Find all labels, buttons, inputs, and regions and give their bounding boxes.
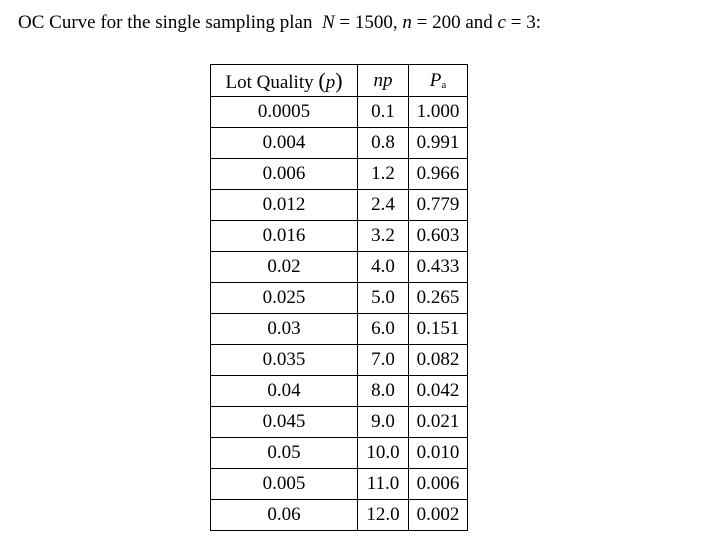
cell-lot-quality: 0.006	[211, 159, 358, 190]
c-value: 3	[526, 12, 536, 33]
header-lot-quality: Lot Quality (p)	[211, 65, 358, 97]
cell-lot-quality: 0.045	[211, 407, 358, 438]
header-pa-main: P	[429, 69, 442, 91]
cell-np: 2.4	[358, 190, 409, 221]
cell-lot-quality: 0.05	[211, 438, 358, 469]
cell-np: 8.0	[358, 376, 409, 407]
header-p-symbol: p	[325, 71, 336, 93]
cell-pa: 0.265	[409, 283, 468, 314]
cell-lot-quality: 0.016	[211, 221, 358, 252]
cell-np: 7.0	[358, 345, 409, 376]
table-row	[211, 438, 468, 469]
table-row	[211, 97, 468, 128]
table-row	[211, 159, 468, 190]
cell-pa: 0.603	[409, 221, 468, 252]
cell-pa: 0.042	[409, 376, 468, 407]
cell-lot-quality: 0.02	[211, 252, 358, 283]
table-row	[211, 469, 468, 500]
cell-np: 11.0	[358, 469, 409, 500]
table-row	[211, 190, 468, 221]
header-lot-quality-label: Lot Quality	[225, 71, 314, 93]
cell-np: 3.2	[358, 221, 409, 252]
table-row	[211, 314, 468, 345]
cell-pa: 0.991	[409, 128, 468, 159]
cell-lot-quality: 0.004	[211, 128, 358, 159]
cell-lot-quality: 0.005	[211, 469, 358, 500]
cell-pa: 0.151	[409, 314, 468, 345]
table-row	[211, 345, 468, 376]
table-row	[211, 128, 468, 159]
cell-pa: 0.010	[409, 438, 468, 469]
cell-lot-quality: 0.012	[211, 190, 358, 221]
table-body	[211, 97, 468, 531]
cell-pa: 0.966	[409, 159, 468, 190]
header-np: np	[358, 65, 409, 97]
cell-np: 1.2	[358, 159, 409, 190]
n-variable: n	[402, 12, 412, 33]
cell-np: 0.1	[358, 97, 409, 128]
header-pa-sub: a	[441, 78, 447, 91]
header-row	[211, 65, 468, 97]
cell-lot-quality: 0.025	[211, 283, 358, 314]
table-row	[211, 407, 468, 438]
page-heading: OC Curve for the single sampling plan N = 1500, n = 200 and c = 3:	[18, 12, 541, 33]
cell-pa: 0.002	[409, 500, 468, 531]
cell-np: 12.0	[358, 500, 409, 531]
cell-pa: 0.433	[409, 252, 468, 283]
cell-pa: 0.779	[409, 190, 468, 221]
table-row	[211, 252, 468, 283]
cell-np: 0.8	[358, 128, 409, 159]
cell-np: 9.0	[358, 407, 409, 438]
and-word: and	[465, 12, 493, 33]
cell-pa: 0.006	[409, 469, 468, 500]
header-pa	[409, 65, 468, 97]
cell-pa: 0.082	[409, 345, 468, 376]
table-row	[211, 283, 468, 314]
table-row	[211, 500, 468, 531]
table-row	[211, 221, 468, 252]
cell-pa: 0.021	[409, 407, 468, 438]
cell-lot-quality: 0.03	[211, 314, 358, 345]
cell-np: 5.0	[358, 283, 409, 314]
cell-np: 4.0	[358, 252, 409, 283]
N-variable: N	[321, 12, 335, 33]
cell-lot-quality: 0.06	[211, 500, 358, 531]
n-value: 200	[432, 12, 461, 33]
table-row	[211, 376, 468, 407]
c-variable: c	[497, 12, 506, 33]
cell-np: 10.0	[358, 438, 409, 469]
cell-pa: 1.000	[409, 97, 468, 128]
N-value: 1500	[354, 12, 393, 33]
oc-table	[210, 64, 468, 531]
cell-lot-quality: 0.035	[211, 345, 358, 376]
heading-prefix: OC Curve for the single sampling plan	[18, 12, 313, 33]
cell-np: 6.0	[358, 314, 409, 345]
cell-lot-quality: 0.04	[211, 376, 358, 407]
cell-lot-quality: 0.0005	[211, 97, 358, 128]
